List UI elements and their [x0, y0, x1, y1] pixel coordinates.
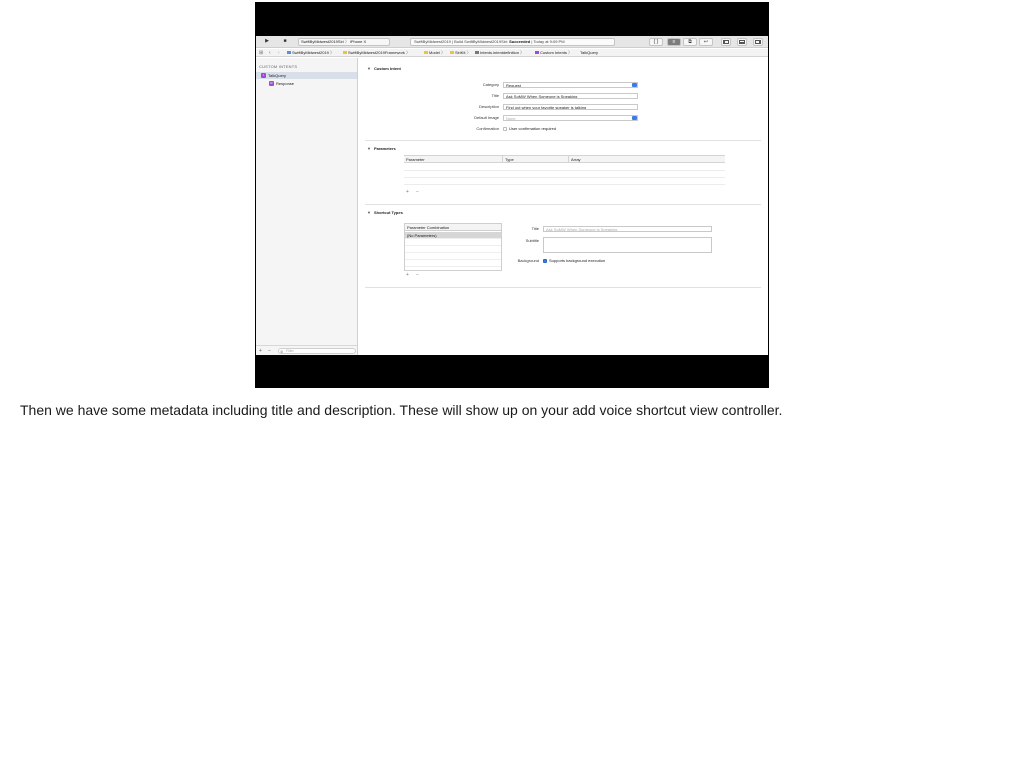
subtitle-field[interactable] [543, 237, 712, 253]
folder-icon [424, 51, 428, 54]
nav-item-label: Response [276, 81, 295, 86]
activity-status [410, 38, 615, 46]
jumpbar-item-talkquery[interactable]: TalkQuery [580, 50, 599, 55]
intent-navigator [256, 58, 358, 355]
filter-icon: ⊜ [280, 349, 284, 354]
parameters-table [404, 155, 725, 188]
intent-badge: I [261, 73, 266, 78]
jumpbar-item-model[interactable]: Model 〉 [424, 49, 445, 57]
intent-editor [359, 58, 768, 355]
table-row[interactable]: (No Parameters) [405, 232, 501, 239]
status-time: | Today at 9:09 PM [531, 39, 565, 44]
braces-icon: { } [653, 39, 659, 45]
remove-combination-button[interactable]: − [416, 272, 419, 278]
subtitle-label: Subtitle [525, 238, 539, 243]
jumpbar-item-sirikit[interactable]: SiriKit 〉 [450, 49, 471, 57]
intent-icon [535, 51, 539, 54]
code-snippet-button[interactable] [649, 38, 663, 46]
confirmation-label: Confirmation [476, 126, 499, 131]
section-divider [365, 204, 761, 205]
description-field[interactable]: Find out when your favorite speaker is talking [503, 104, 638, 110]
jump-bar [256, 49, 768, 57]
related-items-icon[interactable]: ⊞ [259, 50, 264, 56]
toolbar [256, 36, 768, 48]
slide-caption: Then we have some metadata including title and description. These will show up on your add voice shortcut view controller. [20, 402, 783, 418]
run-button[interactable] [262, 38, 272, 46]
standard-editor-button[interactable] [667, 38, 681, 46]
parameters-header[interactable]: ▼ Parameters [367, 146, 396, 151]
stop-button[interactable] [280, 38, 290, 46]
bottom-panel-icon [739, 40, 745, 44]
jumpbar-item-custom-intents[interactable]: Custom Intents 〉 [535, 49, 572, 57]
column-array[interactable]: Array [568, 156, 581, 163]
checkbox-checked-icon [543, 259, 547, 263]
shortcut-types-header[interactable]: ▼ Shortcut Types [367, 210, 403, 215]
shortcut-title-label: Title [531, 226, 539, 231]
jumpbar-item-framework[interactable]: SwiftByMidwest2019Framework 〉 [343, 49, 410, 57]
category-label: Category [482, 82, 499, 87]
background-execution-checkbox[interactable]: Supports background execution [543, 258, 605, 264]
toggle-debug-button[interactable] [737, 38, 747, 46]
toggle-inspector-button[interactable] [753, 38, 763, 46]
disclosure-triangle-icon: ▼ [367, 146, 371, 151]
nav-item-response[interactable] [256, 80, 357, 87]
section-divider [365, 287, 761, 288]
back-icon[interactable]: ‹ [269, 50, 271, 56]
category-popup[interactable]: Request [503, 82, 638, 88]
parameters-table-header [404, 156, 725, 163]
shortcut-title-field[interactable]: Ask SoMW When Someone is Speaking [543, 226, 712, 232]
background-label: Background [517, 258, 539, 263]
default-image-popup[interactable]: None [503, 115, 638, 121]
assistant-editor-button[interactable] [683, 38, 697, 46]
project-icon [287, 51, 291, 54]
folder-icon [343, 51, 347, 54]
nav-item-talkquery[interactable] [256, 72, 357, 79]
file-icon [475, 51, 479, 54]
play-icon: ▶ [265, 38, 269, 44]
checkbox-icon [503, 127, 507, 131]
table-row [405, 246, 501, 253]
toggle-navigator-button[interactable] [721, 38, 731, 46]
remove-intent-button[interactable]: − [268, 348, 271, 354]
folder-icon [450, 51, 454, 54]
slide-frame [255, 2, 769, 388]
description-label: Description [478, 104, 499, 109]
forward-icon[interactable]: › [278, 50, 280, 56]
disclosure-triangle-icon: ▼ [367, 66, 371, 71]
status-result: Succeeded [509, 39, 531, 44]
title-label: Title [491, 93, 499, 98]
column-parameter[interactable]: Parameter [406, 157, 425, 162]
popup-arrow-icon [632, 83, 637, 87]
add-parameter-button[interactable]: + [406, 189, 409, 195]
overlap-icon: ⧉ [688, 39, 692, 45]
status-prefix: SwiftByMidwest2019 | Build SwiftByMidwest2019Siri: [414, 39, 508, 44]
lines-icon: ≡ [672, 39, 676, 45]
filter-field[interactable] [278, 348, 356, 354]
title-field[interactable]: Ask SoMW When Someone is Speaking [503, 93, 638, 99]
jumpbar-item-project[interactable]: SwiftByMidwest2019 〉 [287, 49, 334, 57]
nav-section-header: CUSTOM INTENTS [259, 64, 298, 69]
disclosure-triangle-icon: ▼ [367, 210, 371, 215]
table-row [404, 164, 725, 171]
add-combination-button[interactable]: + [406, 272, 409, 278]
version-editor-button[interactable] [699, 38, 713, 46]
table-row [404, 171, 725, 178]
default-image-label: Default Image [474, 115, 499, 120]
filter-placeholder: Filter [286, 349, 294, 353]
table-row [404, 178, 725, 185]
scheme-name: SwiftByMidwest2019Siri [301, 39, 344, 44]
scheme-selector[interactable]: SwiftByMidwest2019Siri 〉 iPhone X [298, 38, 390, 46]
device-name: iPhone X [349, 39, 367, 44]
right-panel-icon [755, 40, 761, 44]
jumpbar-item-intentdefinition[interactable]: Intents.intentdefinition 〉 [475, 49, 524, 57]
navigator-footer [256, 345, 357, 355]
confirmation-checkbox[interactable]: User confirmation required [503, 126, 556, 132]
section-divider [365, 140, 761, 141]
popup-arrow-icon [632, 116, 637, 120]
xcode-window [256, 36, 768, 355]
remove-parameter-button[interactable]: − [416, 189, 419, 195]
nav-item-label: TalkQuery [268, 73, 287, 78]
combination-header: Parameter Combination [405, 224, 501, 231]
column-type[interactable]: Type [502, 156, 514, 163]
stop-icon: ■ [283, 38, 287, 44]
response-badge: R [270, 81, 273, 86]
arrows-icon: ↩ [703, 39, 709, 45]
left-panel-icon [723, 40, 729, 44]
custom-intent-header[interactable]: ▼ Custom Intent [367, 66, 401, 71]
add-intent-button[interactable]: + [259, 348, 262, 354]
